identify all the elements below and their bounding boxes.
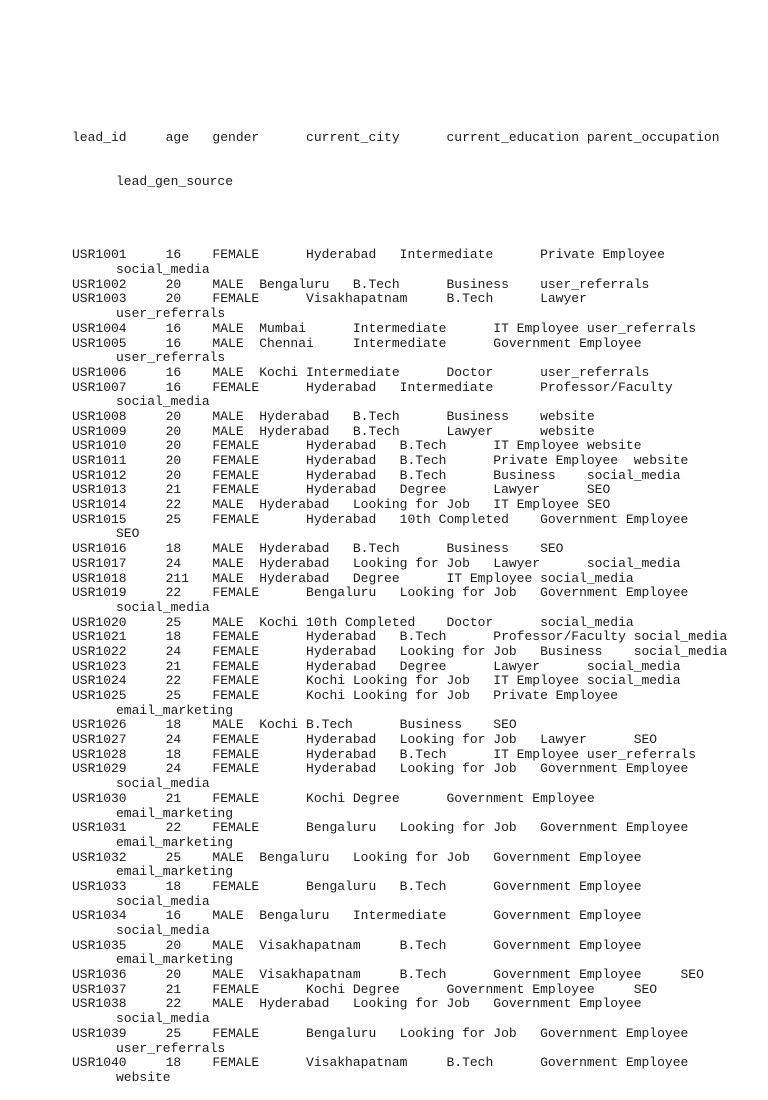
row-line: USR1013 21 FEMALE Hyderabad Degree Lawyer SEO: [72, 482, 611, 498]
table-row: [72, 498, 712, 513]
row-line: USR1020 25 MALE Kochi 10th Completed Doctor social_media: [72, 614, 634, 630]
table-row: [72, 425, 712, 440]
row-continuation: social_media: [116, 262, 210, 278]
row-line: USR1005 16 MALE Chennai Intermediate Government Employee: [72, 335, 642, 351]
table-body: [72, 247, 728, 1085]
row-line: USR1004 16 MALE Mumbai Intermediate IT Employee user_referrals: [72, 320, 697, 336]
document-page: [72, 72, 728, 1100]
row-continuation: social_media: [116, 394, 210, 410]
row-line: USR1040 18 FEMALE Visakhapatnam B.Tech Government Employee: [72, 1055, 689, 1071]
row-line: USR1038 22 MALE Hyderabad Looking for Job Government Employee: [72, 996, 642, 1012]
row-line: USR1031 22 FEMALE Bengaluru Looking for Job Government Employee: [72, 820, 689, 836]
row-continuation: social_media: [116, 1011, 210, 1027]
table-row: [72, 557, 712, 572]
row-line: USR1032 25 MALE Bengaluru Looking for Job Government Employee: [72, 849, 642, 865]
row-line: USR1019 22 FEMALE Bengaluru Looking for Job Government Employee: [72, 585, 689, 601]
table-row: [72, 718, 712, 733]
row-continuation: user_referrals: [116, 306, 226, 322]
row-line: USR1015 25 FEMALE Hyderabad 10th Completed Government Employee: [72, 511, 689, 527]
table-row: [72, 997, 712, 1026]
row-continuation: social_media: [116, 923, 210, 939]
table-row: [72, 469, 712, 484]
row-line: USR1009 20 MALE Hyderabad B.Tech Lawyer website: [72, 423, 595, 439]
table-row: [72, 851, 712, 880]
row-continuation: social_media: [116, 893, 210, 909]
table-row: [72, 292, 712, 321]
row-line: USR1025 25 FEMALE Kochi Looking for Job Private Employee: [72, 688, 619, 704]
row-continuation: email_marketing: [116, 952, 234, 968]
row-line: USR1001 16 FEMALE Hyderabad Intermediate Private Employee: [72, 247, 665, 263]
row-continuation: social_media: [116, 776, 210, 792]
table-row: [72, 1056, 712, 1085]
row-line: USR1029 24 FEMALE Hyderabad Looking for Job Government Employee: [72, 761, 689, 777]
header-line: lead_id age gender current_city current_education parent_occupation: [72, 129, 720, 145]
row-line: USR1014 22 MALE Hyderabad Looking for Job IT Employee SEO: [72, 497, 611, 513]
table-row: [72, 748, 712, 763]
table-row: [72, 278, 712, 293]
table-row: [72, 366, 712, 381]
row-line: USR1003 20 FEMALE Visakhapatnam B.Tech Lawyer: [72, 291, 587, 307]
table-row: [72, 337, 712, 366]
table-row: [72, 733, 712, 748]
row-line: USR1030 21 FEMALE Kochi Degree Government Employee: [72, 790, 595, 806]
table-row: [72, 629, 728, 645]
table-row: [72, 939, 712, 968]
table-row: [72, 660, 712, 675]
row-continuation: user_referrals: [116, 1040, 226, 1056]
row-line: USR1021 18 FEMALE Hyderabad B.Tech Professor/Faculty social_media: [72, 629, 728, 645]
row-line: USR1039 25 FEMALE Bengaluru Looking for Job Government Employee: [72, 1025, 689, 1041]
header-continuation: lead_gen_source: [116, 173, 234, 189]
row-line: USR1018 211 MALE Hyderabad Degree IT Employee social_media: [72, 570, 634, 586]
row-line: USR1017 24 MALE Hyderabad Looking for Job Lawyer social_media: [72, 555, 681, 571]
row-continuation: user_referrals: [116, 350, 226, 366]
row-continuation: email_marketing: [116, 805, 234, 821]
table-row: [72, 322, 712, 337]
table-row: [72, 513, 712, 542]
table-row: [72, 968, 712, 983]
row-continuation: email_marketing: [116, 864, 234, 880]
row-line: USR1008 20 MALE Hyderabad B.Tech Business website: [72, 408, 595, 424]
row-line: USR1012 20 FEMALE Hyderabad B.Tech Business social_media: [72, 467, 681, 483]
row-line: USR1033 18 FEMALE Bengaluru B.Tech Government Employee: [72, 878, 642, 894]
row-line: USR1022 24 FEMALE Hyderabad Looking for Job Business social_media: [72, 643, 728, 659]
row-line: USR1036 20 MALE Visakhapatnam B.Tech Government Employee SEO: [72, 967, 704, 983]
table-row: [72, 880, 712, 909]
row-line: USR1011 20 FEMALE Hyderabad B.Tech Private Employee website: [72, 453, 689, 469]
table-row: [72, 1027, 712, 1056]
row-continuation: email_marketing: [116, 702, 234, 718]
row-continuation: social_media: [116, 599, 210, 615]
table-row: [72, 483, 712, 498]
table-row: [72, 572, 712, 587]
table-row: [72, 762, 712, 791]
table-row: [72, 454, 712, 469]
row-line: USR1027 24 FEMALE Hyderabad Looking for Job Lawyer SEO: [72, 732, 658, 748]
row-continuation: website: [116, 1069, 171, 1085]
table-row: [72, 248, 712, 277]
table-row: [72, 983, 712, 998]
row-line: USR1026 18 MALE Kochi B.Tech Business SEO: [72, 717, 517, 733]
table-row: [72, 381, 712, 410]
row-line: USR1002 20 MALE Bengaluru B.Tech Business user_referrals: [72, 276, 650, 292]
table-row: [72, 439, 712, 454]
row-continuation: SEO: [116, 526, 140, 542]
row-line: USR1024 22 FEMALE Kochi Looking for Job IT Employee social_media: [72, 673, 681, 689]
row-line: USR1010 20 FEMALE Hyderabad B.Tech IT Employee website: [72, 438, 642, 454]
row-line: USR1016 18 MALE Hyderabad B.Tech Business SEO: [72, 541, 564, 557]
table-row: [72, 689, 712, 718]
table-row: [72, 586, 712, 615]
table-row: [72, 542, 712, 557]
table-row: [72, 821, 712, 850]
row-line: USR1007 16 FEMALE Hyderabad Intermediate Professor/Faculty: [72, 379, 673, 395]
table-row: [72, 792, 712, 821]
row-line: USR1006 16 MALE Kochi Intermediate Doctor user_referrals: [72, 364, 650, 380]
row-line: USR1037 21 FEMALE Kochi Degree Government Employee SEO: [72, 981, 658, 997]
table-row: [72, 674, 712, 689]
table-row: [72, 643, 728, 660]
row-line: USR1023 21 FEMALE Hyderabad Degree Lawyer social_media: [72, 658, 681, 674]
row-line: USR1028 18 FEMALE Hyderabad B.Tech IT Employee user_referrals: [72, 746, 697, 762]
row-continuation: email_marketing: [116, 834, 234, 850]
table-header: [72, 101, 720, 219]
row-line: USR1035 20 MALE Visakhapatnam B.Tech Government Employee: [72, 937, 642, 953]
table-row: [72, 909, 712, 938]
row-line: USR1034 16 MALE Bengaluru Intermediate Government Employee: [72, 908, 642, 924]
table-row: [72, 410, 712, 425]
table-row: [72, 616, 712, 631]
